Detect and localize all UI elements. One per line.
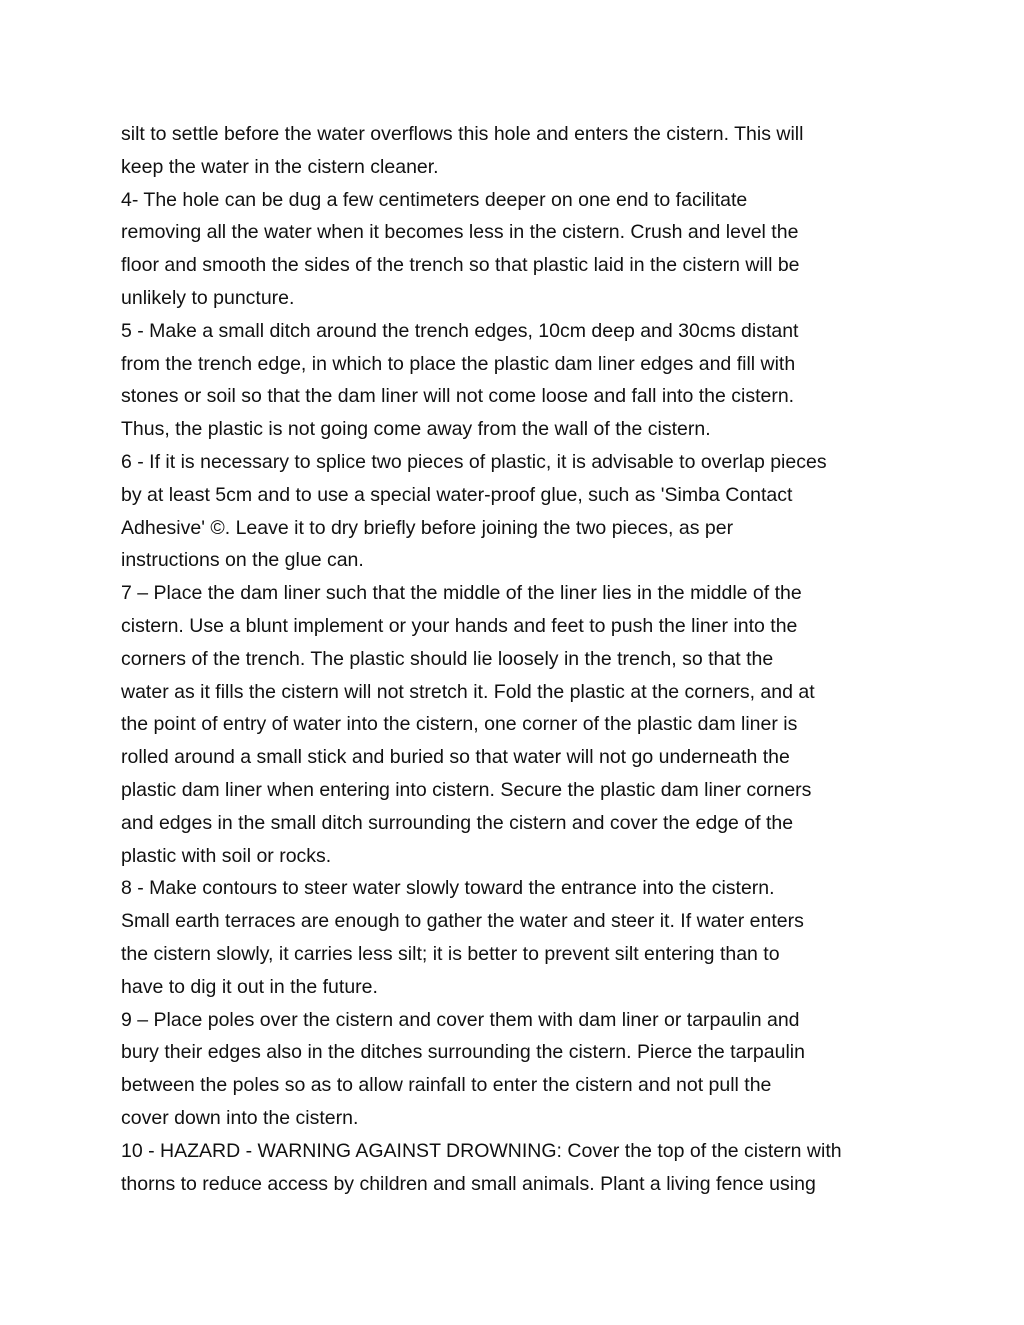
paragraph-step-4: 4- The hole can be dug a few centimeters deeper on one end to facilitate removing all the water when it becomes less in the cistern. Crush and level the floor and smooth the sides of the trench so that plastic laid in the cistern will be unlikely to puncture. xyxy=(121,188,800,309)
paragraph-step-8: 8 - Make contours to steer water slowly toward the entrance into the cistern. Small earth terraces are enough to gather the water and steer it. If water enters the cistern slowly, it carries less silt; it is better to prevent silt entering than to have to dig it out in the future. xyxy=(121,877,804,998)
paragraph-step-10-hazard: 10 - HAZARD - WARNING AGAINST DROWNING: Cover the top of the cistern with thorns to reduce access by children and small animals. Plant a living fence using xyxy=(121,1139,842,1195)
paragraph-step-7: 7 – Place the dam liner such that the middle of the liner lies in the middle of the cistern. Use a blunt implement or your hands and feet to push the liner into the corners of the trench. The plastic should lie loosely in the trench, so that the water as it fills the cistern will not stretch it. Fold the plastic at the corners, and at the point of entry of water into the cistern, one corner of the plastic dam liner is rolled around a small stick and buried so that water will not go underneath the plastic dam liner when entering into cistern. Secure the plastic dam liner corners and edges in the small ditch surrounding the cistern and cover the edge of the plastic with soil or rocks. xyxy=(121,582,815,867)
paragraph-step-6: 6 - If it is necessary to splice two pieces of plastic, it is advisable to overlap pieces by at least 5cm and to use a special water-proof glue, such as 'Simba Contact Adhesive' ©. Leave it to dry briefly before joining the two pieces, as per instructions on the glue can. xyxy=(121,450,827,572)
paragraph-step-9: 9 – Place poles over the cistern and cover them with dam liner or tarpaulin and bury their edges also in the ditches surrounding the cistern. Pierce the tarpaulin between the poles so as to allow rainfall to enter the cistern and not pull the cover down into the cistern. xyxy=(121,1008,805,1129)
paragraph-silt-settle: silt to settle before the water overflows this hole and enters the cistern. This will keep the water in the cistern cleaner. xyxy=(121,123,804,178)
document-body xyxy=(121,118,911,1200)
paragraph-step-5: 5 - Make a small ditch around the trench edges, 10cm deep and 30cms distant from the trench edge, in which to place the plastic dam liner edges and fill with stones or soil so that the dam liner will not come loose and fall into the cistern. Thus, the plastic is not going come away from the wall of the cistern. xyxy=(121,319,799,441)
